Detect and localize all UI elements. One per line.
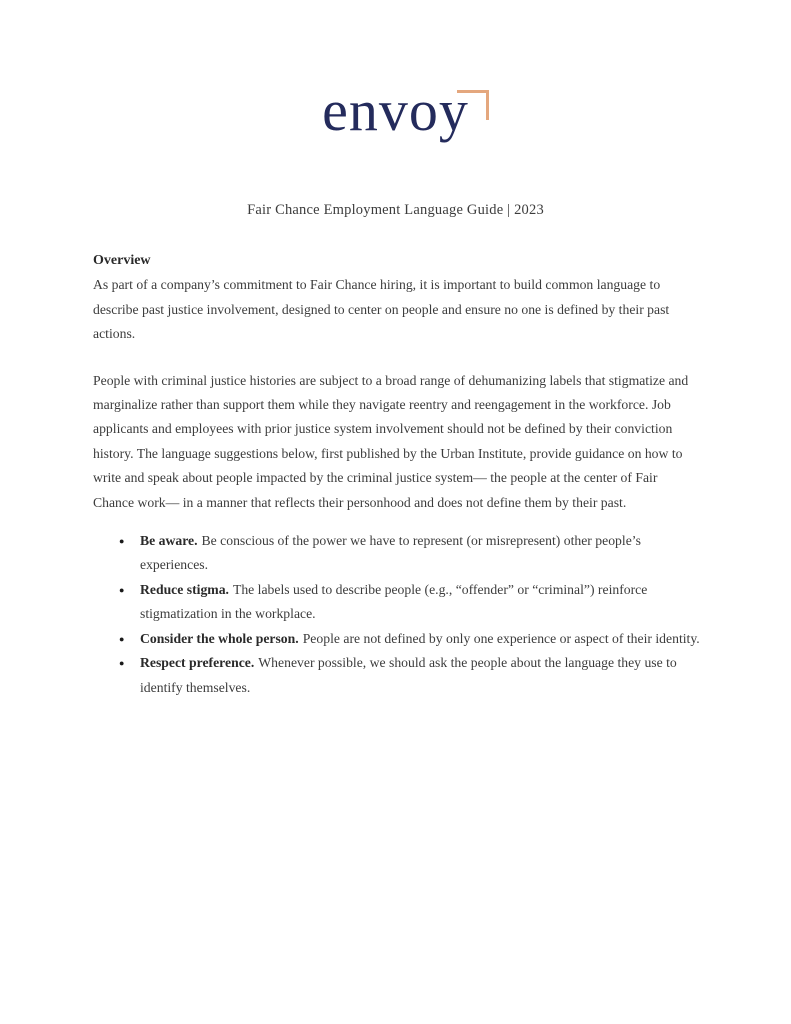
list-item-consider-whole-person xyxy=(93,627,700,651)
bullet-text: People are not defined by only one experience or aspect of their identity. xyxy=(302,630,700,646)
logo xyxy=(322,78,469,143)
document-title: Fair Chance Employment Language Guide | 2023 xyxy=(247,202,544,218)
bullet-lead: Respect preference. xyxy=(140,655,255,671)
logo-header xyxy=(0,0,791,154)
list-item-respect-preference xyxy=(93,651,700,700)
paragraph-intro: As part of a company’s commitment to Fair Chance hiring, it is important to build common language to describe past justice involvement, designed to center on people and ensure no one is defined by their past actions. xyxy=(93,277,670,342)
corner-bracket-icon xyxy=(457,90,489,120)
document-body xyxy=(93,249,700,700)
logo-text: envoy xyxy=(322,78,469,143)
list-item-be-aware xyxy=(93,529,700,578)
bullet-lead: Reduce stigma. xyxy=(140,581,229,597)
overview-heading: Overview xyxy=(93,253,151,268)
guideline-list xyxy=(93,529,700,700)
paragraph-context: People with criminal justice histories are subject to a broad range of dehumanizing labels that stigmatize and marginalize rather than support them while they navigate reentry and reengagement in the workforce. Job applicants and employees with prior justice system involvement should not be defined by their conviction history. The language suggestions below, first published by the Urban Institute, provide guidance on how to write and speak about people impacted by the criminal justice system— the people at the center of Fair Chance work— in a manner that reflects their personhood and does not define them by their past. xyxy=(93,372,689,510)
bullet-text: Be conscious of the power we have to represent (or misrepresent) other people’s experiences. xyxy=(140,533,641,573)
list-item-reduce-stigma xyxy=(93,578,700,627)
bullet-lead: Consider the whole person. xyxy=(140,630,299,646)
bullet-text: Whenever possible, we should ask the people about the language they use to identify themselves. xyxy=(140,655,677,695)
bullet-text: The labels used to describe people (e.g., “offender” or “criminal”) reinforce stigmatization in the workplace. xyxy=(140,581,648,622)
bullet-lead: Be aware. xyxy=(140,533,198,549)
